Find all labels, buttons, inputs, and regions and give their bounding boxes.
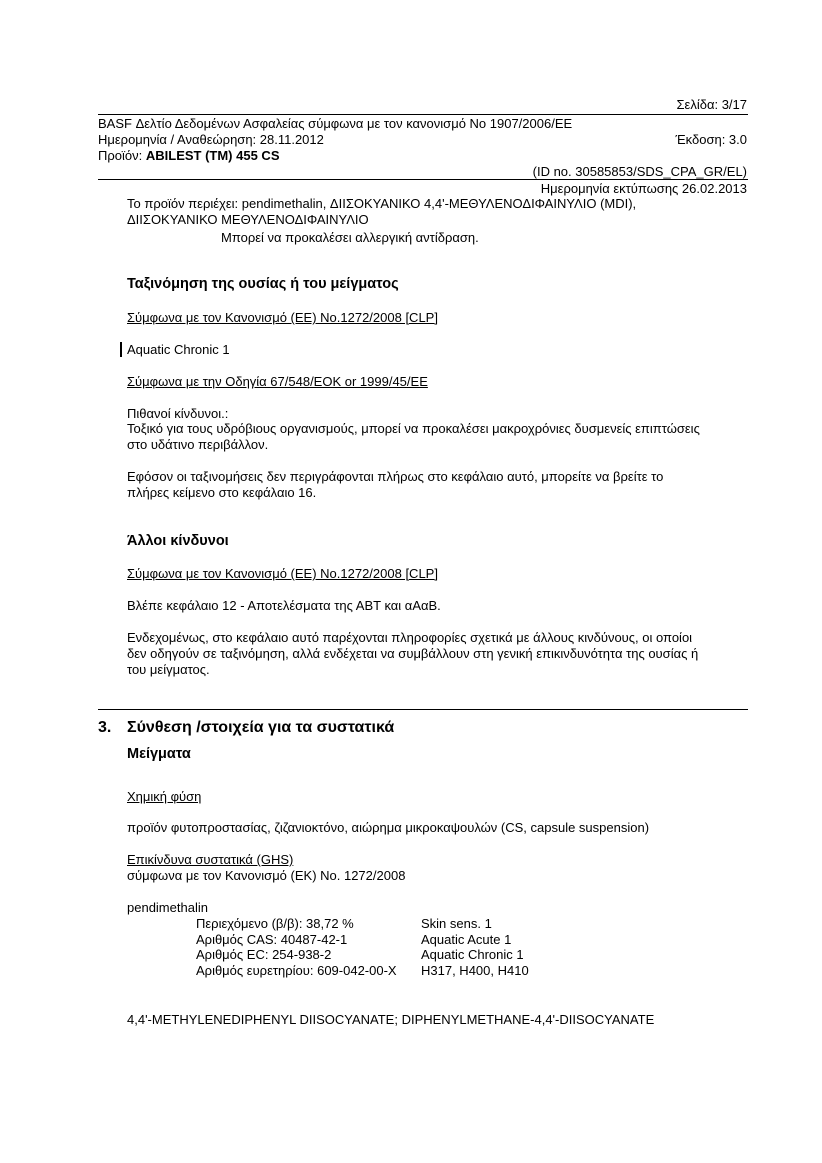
classification-directive-ref: Σύμφωνα με την Οδηγία 67/548/ΕΟΚ or 1999/45/ΕΕ <box>127 374 428 389</box>
intro-line-3: Μπορεί να προκαλέσει αλλεργική αντίδραση. <box>221 230 479 245</box>
section-3-rule <box>98 709 748 710</box>
other-hazards-line-3: του μείγματος. <box>127 662 210 677</box>
component-cas: Αριθμός CAS: 40487-42-1 <box>196 932 348 947</box>
header-top-rule <box>98 114 748 115</box>
intro-line-2: ΔΙΙΣΟΚΥΑΝΙΚΟ ΜΕΘΥΛΕΝΟΔΙΦΑΙΝΥΛΙΟ <box>127 212 369 227</box>
other-hazards-heading: Άλλοι κίνδυνοι <box>127 533 229 549</box>
hazards-line-2: στο υδάτινο περιβάλλον. <box>127 437 269 452</box>
classification-clp-ref: Σύμφωνα με τον Κανονισμό (ΕΕ) No.1272/2008 [CLP] <box>127 310 438 325</box>
component-ec: Αριθμός EC: 254-938-2 <box>196 947 332 962</box>
document-title: BASF Δελτίο Δεδομένων Ασφαλείας σύμφωνα με τον κανονισμό Νο 1907/2006/ΕΕ <box>98 116 573 131</box>
other-hazards-line-2: δεν οδηγούν σε ταξινόμηση, αλλά ενδέχεται να συμβάλλουν στη γενική επικινδυνότητα της ουσίας ή <box>127 646 699 661</box>
component-content: Περιεχόμενο (β/β): 38,72 % <box>196 916 354 931</box>
hazards-label: Πιθανοί κίνδυνοι.: <box>127 406 229 421</box>
chemical-nature-value: προϊόν φυτοπροστασίας, ζιζανιοκτόνο, αιώρημα μικροκαψουλών (CS, capsule suspension) <box>127 820 650 835</box>
chemical-nature-label: Χημική φύση <box>127 789 202 804</box>
section-3-title: Σύνθεση /στοιχεία για τα συστατικά <box>127 719 395 736</box>
change-bar <box>120 342 122 357</box>
component-h-statements: H317, H400, H410 <box>421 963 529 978</box>
hazards-line-1: Τοξικό για τους υδρόβιους οργανισμούς, μπορεί να προκαλέσει μακροχρόνιες δυσμενείς επιπτώσεις <box>127 421 700 436</box>
classification-clp-value: Aquatic Chronic 1 <box>127 342 230 357</box>
product-line <box>98 148 279 163</box>
version: Έκδοση: 3.0 <box>675 132 747 147</box>
id-number: (ID no. 30585853/SDS_CPA_GR/EL) <box>532 164 747 179</box>
component-class-1: Skin sens. 1 <box>421 916 492 931</box>
print-date: Ημερομηνία εκτύπωσης 26.02.2013 <box>540 181 747 196</box>
component-name: pendimethalin <box>127 900 208 915</box>
page-number: Σελίδα: 3/17 <box>676 97 747 112</box>
header-bottom-rule <box>98 179 748 180</box>
product-name: ABILEST (TM) 455 CS <box>145 148 280 163</box>
section-3-number: 3. <box>98 719 112 736</box>
component-class-3: Aquatic Chronic 1 <box>421 947 524 962</box>
other-hazards-clp-ref: Σύμφωνα με τον Κανονισμό (ΕΕ) No.1272/2008 [CLP] <box>127 566 438 581</box>
next-component-name: 4,4'-METHYLENEDIPHENYL DIISOCYANATE; DIPHENYLMETHANE-4,4'-DIISOCYANATE <box>127 1012 655 1027</box>
section-3-subtitle: Μείγματα <box>127 746 191 762</box>
classification-heading: Ταξινόμηση της ουσίας ή του μείγματος <box>127 276 399 292</box>
classification-note-line-2: πλήρες κείμενο στο κεφάλαιο 16. <box>127 485 317 500</box>
other-hazards-line-1: Ενδεχομένως, στο κεφάλαιο αυτό παρέχονται πληροφορίες σχετικά με άλλους κινδύνους, οι οποίοι <box>127 630 693 645</box>
other-hazards-see: Βλέπε κεφάλαιο 12 - Αποτελέσματα της ΑΒΤ και αΑαΒ. <box>127 598 441 613</box>
component-class-2: Aquatic Acute 1 <box>421 932 512 947</box>
component-index: Αριθμός ευρετηρίου: 609-042-00-X <box>196 963 397 978</box>
intro-line-1: Το προϊόν περιέχει: pendimethalin, ΔΙΙΣΟΚΥΑΝΙΚΟ 4,4'-ΜΕΘΥΛΕΝΟΔΙΦΑΙΝΥΛΙΟ (MDI), <box>127 196 637 211</box>
ghs-components-label: Επικίνδυνα συστατικά (GHS) <box>127 852 294 867</box>
revision-date: Ημερομηνία / Αναθεώρηση: 28.11.2012 <box>98 132 324 147</box>
ghs-regulation-ref: σύμφωνα με τον Κανονισμό (ΕΚ) No. 1272/2008 <box>127 868 406 883</box>
product-label: Προϊόν: <box>98 148 146 163</box>
classification-note-line-1: Εφόσον οι ταξινομήσεις δεν περιγράφονται πλήρως στο κεφάλαιο αυτό, μπορείτε να βρείτε το <box>127 469 664 484</box>
